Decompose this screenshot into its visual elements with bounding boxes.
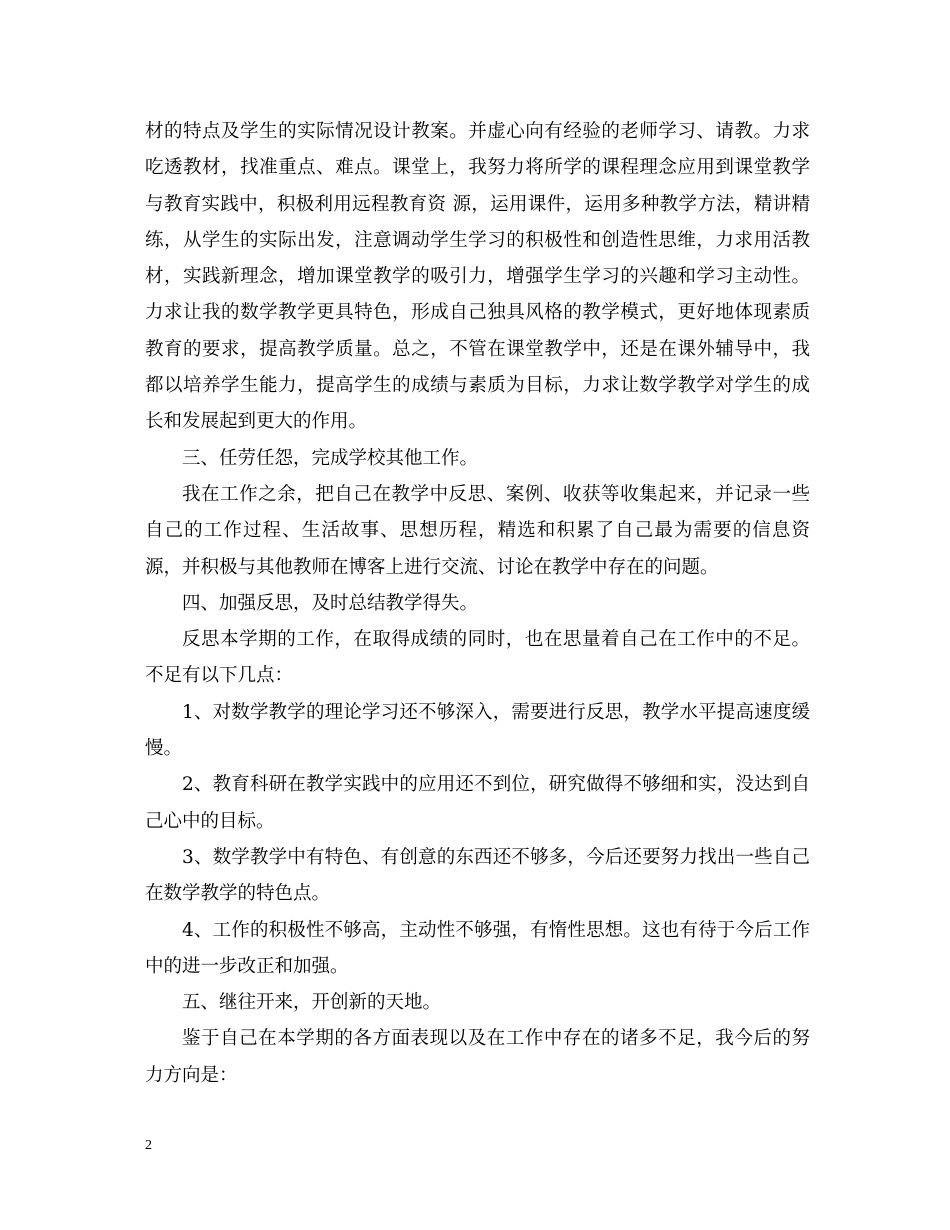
list-item-2: 2、教育科研在教学实践中的应用还不到位，研究做得不够细和实，没达到自己心中的目标。 — [145, 774, 810, 832]
list-item-3: 3、数学教学中有特色、有创意的东西还不够多，今后还要努力找出一些自己在数学教学的特色点。 — [145, 846, 810, 905]
paragraph: 我在工作之余，把自己在教学中反思、案例、收获等收集起来，并记录一些自己的工作过程、生活故事、思想历程，精选和积累了自己最为需要的信息资源，并积极与其他教师在博客上进行交流、讨论在教学中存在的问题。 — [145, 483, 810, 578]
body-text — [145, 114, 810, 1094]
paragraph: 反思本学期的工作，在取得成绩的同时，也在思量着自己在工作中的不足。不足有以下几点： — [145, 629, 810, 687]
paragraph-continuation: 材的特点及学生的实际情况设计教案。并虚心向有经验的老师学习、请教。力求吃透教材，找准重点、难点。课堂上，我努力将所学的课程理念应用到课堂教学与教育实践中，积极利用远程教育资 源，运用课件，运用多种教学方法，精讲精练，从学生的实际出发，注意调动学生学习的积极性和创造性思维，力求用活教材，实践新理念，增加课堂教学的吸引力，增强学生学习的兴趣和学习主动性。力求让我的数学教学更具特色，形成自己独具风格的教学模式，更好地体现素质教育的要求，提高教学质量。总之，不管在课堂教学中，还是在课外辅导中，我都以培养学生能力，提高学生的成绩与素质为目标，力求让数学教学对学生的成长和发展起到更大的作用。 — [145, 121, 810, 433]
section-heading-5: 五、继往开来，开创新的天地。 — [182, 992, 442, 1014]
list-item-1: 1、对数学教学的理论学习还不够深入，需要进行反思，教学水平提高速度缓慢。 — [145, 701, 810, 760]
page-number: 2 — [145, 1138, 152, 1153]
section-heading-3: 三、任劳任怨，完成学校其他工作。 — [182, 447, 479, 469]
paragraph: 鉴于自己在本学期的各方面表现以及在工作中存在的诸多不足，我今后的努力方向是： — [145, 1028, 810, 1086]
section-heading-4: 四、加强反思，及时总结教学得失。 — [182, 592, 479, 614]
list-item-4: 4、工作的积极性不够高，主动性不够强，有惰性思想。这也有待于今后工作中的进一步改正和加强。 — [145, 919, 810, 977]
